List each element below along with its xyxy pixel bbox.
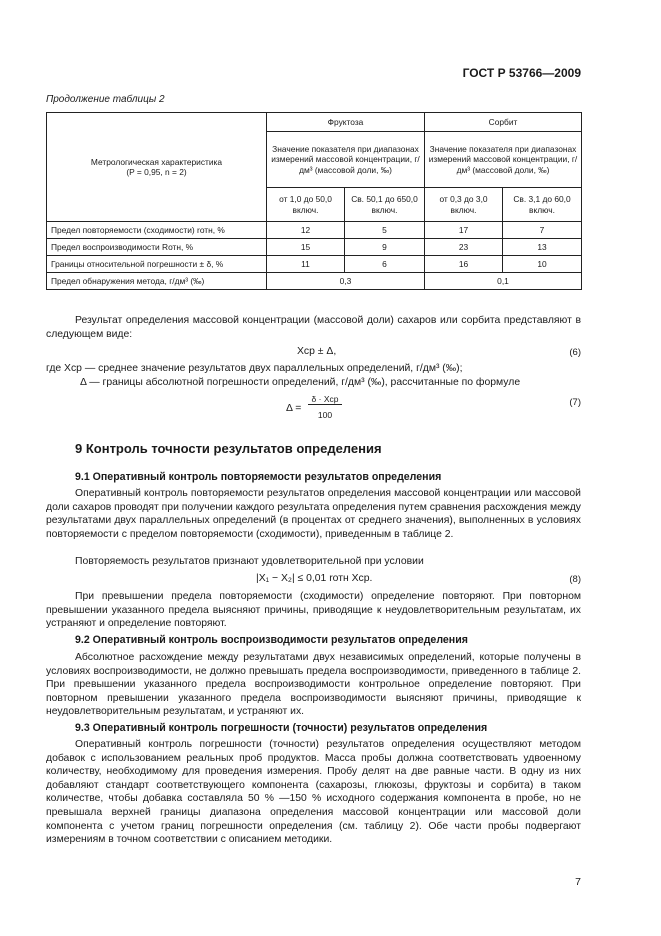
table-cell: 0,1 (425, 273, 582, 290)
formula-8: |X₁ − X₂| ≤ 0,01 rотн Xср. (256, 573, 373, 584)
row-label: Предел повторяемости (сходимости) rотн, % (47, 222, 267, 239)
table-cell: 13 (503, 239, 582, 256)
table-continuation-caption: Продолжение таблицы 2 (46, 94, 165, 105)
table-cell: 5 (345, 222, 425, 239)
row-label: Границы относительной погрешности ± δ, % (47, 256, 267, 273)
formula-8-number: (8) (569, 574, 581, 585)
table-cell: 10 (503, 256, 582, 273)
section-9-title: 9 Контроль точности результатов определения (75, 441, 382, 456)
table-cell: 11 (267, 256, 345, 273)
sorbitol-value-desc: Значение показателя при диапазонах измерений массовой концентрации, г/дм³ (массовой доли, ‰) (425, 132, 582, 188)
subsection-9-3-title: 9.3 Оперативный контроль погрешности (точности) результатов определения (75, 722, 488, 734)
document-number: ГОСТ Р 53766—2009 (462, 66, 581, 80)
sorbitol-header: Сорбит (425, 113, 582, 132)
table-cell: 12 (267, 222, 345, 239)
table-row (47, 222, 582, 239)
range-cell: Св. 50,1 до 650,0 включ. (345, 188, 425, 222)
metro-params: (P = 0,95, n = 2) (126, 167, 187, 177)
formula-7-number: (7) (569, 397, 581, 408)
paragraph-result-form: Результат определения массовой концентрации (массовой доли) сахаров или сорбита представляют в следующем виде: (46, 315, 581, 340)
table-cell: 15 (267, 239, 345, 256)
formula-6-number: (6) (569, 347, 581, 358)
table-cell: 16 (425, 256, 503, 273)
subsection-9-2-title: 9.2 Оперативный контроль воспроизводимости результатов определения (75, 634, 468, 646)
table-cell: 17 (425, 222, 503, 239)
where-delta: Δ — границы абсолютной погрешности определений, г/дм³ (‰), рассчитанные по формуле (80, 377, 521, 388)
formula-7-numerator: δ · Xср (308, 394, 342, 405)
row-label: Предел обнаружения метода, г/дм³ (‰) (47, 273, 267, 290)
table-cell: 23 (425, 239, 503, 256)
table-row (47, 239, 582, 256)
range-cell: Св. 3,1 до 60,0 включ. (503, 188, 582, 222)
formula-7-lhs: Δ = (286, 403, 302, 414)
paragraph-9-1-a: Оперативный контроль повторяемости результатов определения массовой концентрации или массовой доли сахаров проводят при получении каждого результата определения путем сравнения расхождения между результатами двух параллельных определений (в процентах от среднего значения), выполненных в условиях повторяемости с пределом повторяемости (сходимости), приведенным в таблице 2. (46, 488, 581, 540)
paragraph-9-3: Оперативный контроль погрешности (точности) результатов определения осуществляют методом добавок с использованием реальных проб продуктов. Масса пробы должна соответствовать удвоенному количеству, необходимому для проведения измерения. Пробу делят на две равные части. В одну из них добавляют стандарт соответствующего компонента (сахарозы, глюкозы, фруктозы и сорбита) в таком количестве, чтобы добавка составляла 50 % —150 % исходного содержания компонента в пробе, но не превышала верхней границы диапазона определения массовой концентрации или массовой доли компонента с учетом границ погрешности определения (см. таблицу 2). Обе части пробы подвергают измерениям в точном соответствии с описанием методики. (46, 739, 581, 846)
fructose-value-desc: Значение показателя при диапазонах измерений массовой концентрации, г/дм³ (массовой доли, ‰) (267, 132, 425, 188)
formula-7-denominator: 100 (317, 410, 333, 420)
paragraph-9-1-b: Повторяемость результатов признают удовлетворительной при условии (75, 556, 424, 567)
paragraph-9-2: Абсолютное расхождение между результатами двух независимых определений, которые получены в условиях воспроизводимости, не должно превышать предела воспроизводимости, приведенного в таблице 2. При превышении указанного предела воспроизводимости контрольное определение повторяют. При повторном превышении указанного предела воспроизводимости выясняют причины, приводящие к неудовлетворительным результатам, и устраняют их. (46, 652, 581, 718)
paragraph-9-1-c: При превышении предела повторяемости (сходимости) определение повторяют. При повторном превышении указанного предела выясняют причины, приводящие к неудовлетворительным результатам, их устраняют и определение повторяют. (46, 591, 581, 630)
where-xcp: где Xср — среднее значение результатов двух параллельных определений, г/дм³ (‰); (46, 363, 463, 374)
table-cell: 9 (345, 239, 425, 256)
table-cell: 7 (503, 222, 582, 239)
range-cell: от 0,3 до 3,0 включ. (425, 188, 503, 222)
metrology-table (46, 112, 582, 290)
formula-6: Xср ± Δ, (297, 346, 337, 357)
metro-title: Метрологическая характеристика (90, 156, 223, 167)
table-cell: 6 (345, 256, 425, 273)
row-label: Предел воспроизводимости Rотн, % (47, 239, 267, 256)
table-cell: 0,3 (267, 273, 425, 290)
page-number: 7 (575, 876, 581, 888)
metro-header-cell (47, 113, 267, 222)
table-row (47, 256, 582, 273)
range-cell: от 1,0 до 50,0 включ. (267, 188, 345, 222)
fructose-header: Фруктоза (267, 113, 425, 132)
table-row (47, 273, 582, 290)
subsection-9-1-title: 9.1 Оперативный контроль повторяемости результатов определения (75, 471, 442, 483)
